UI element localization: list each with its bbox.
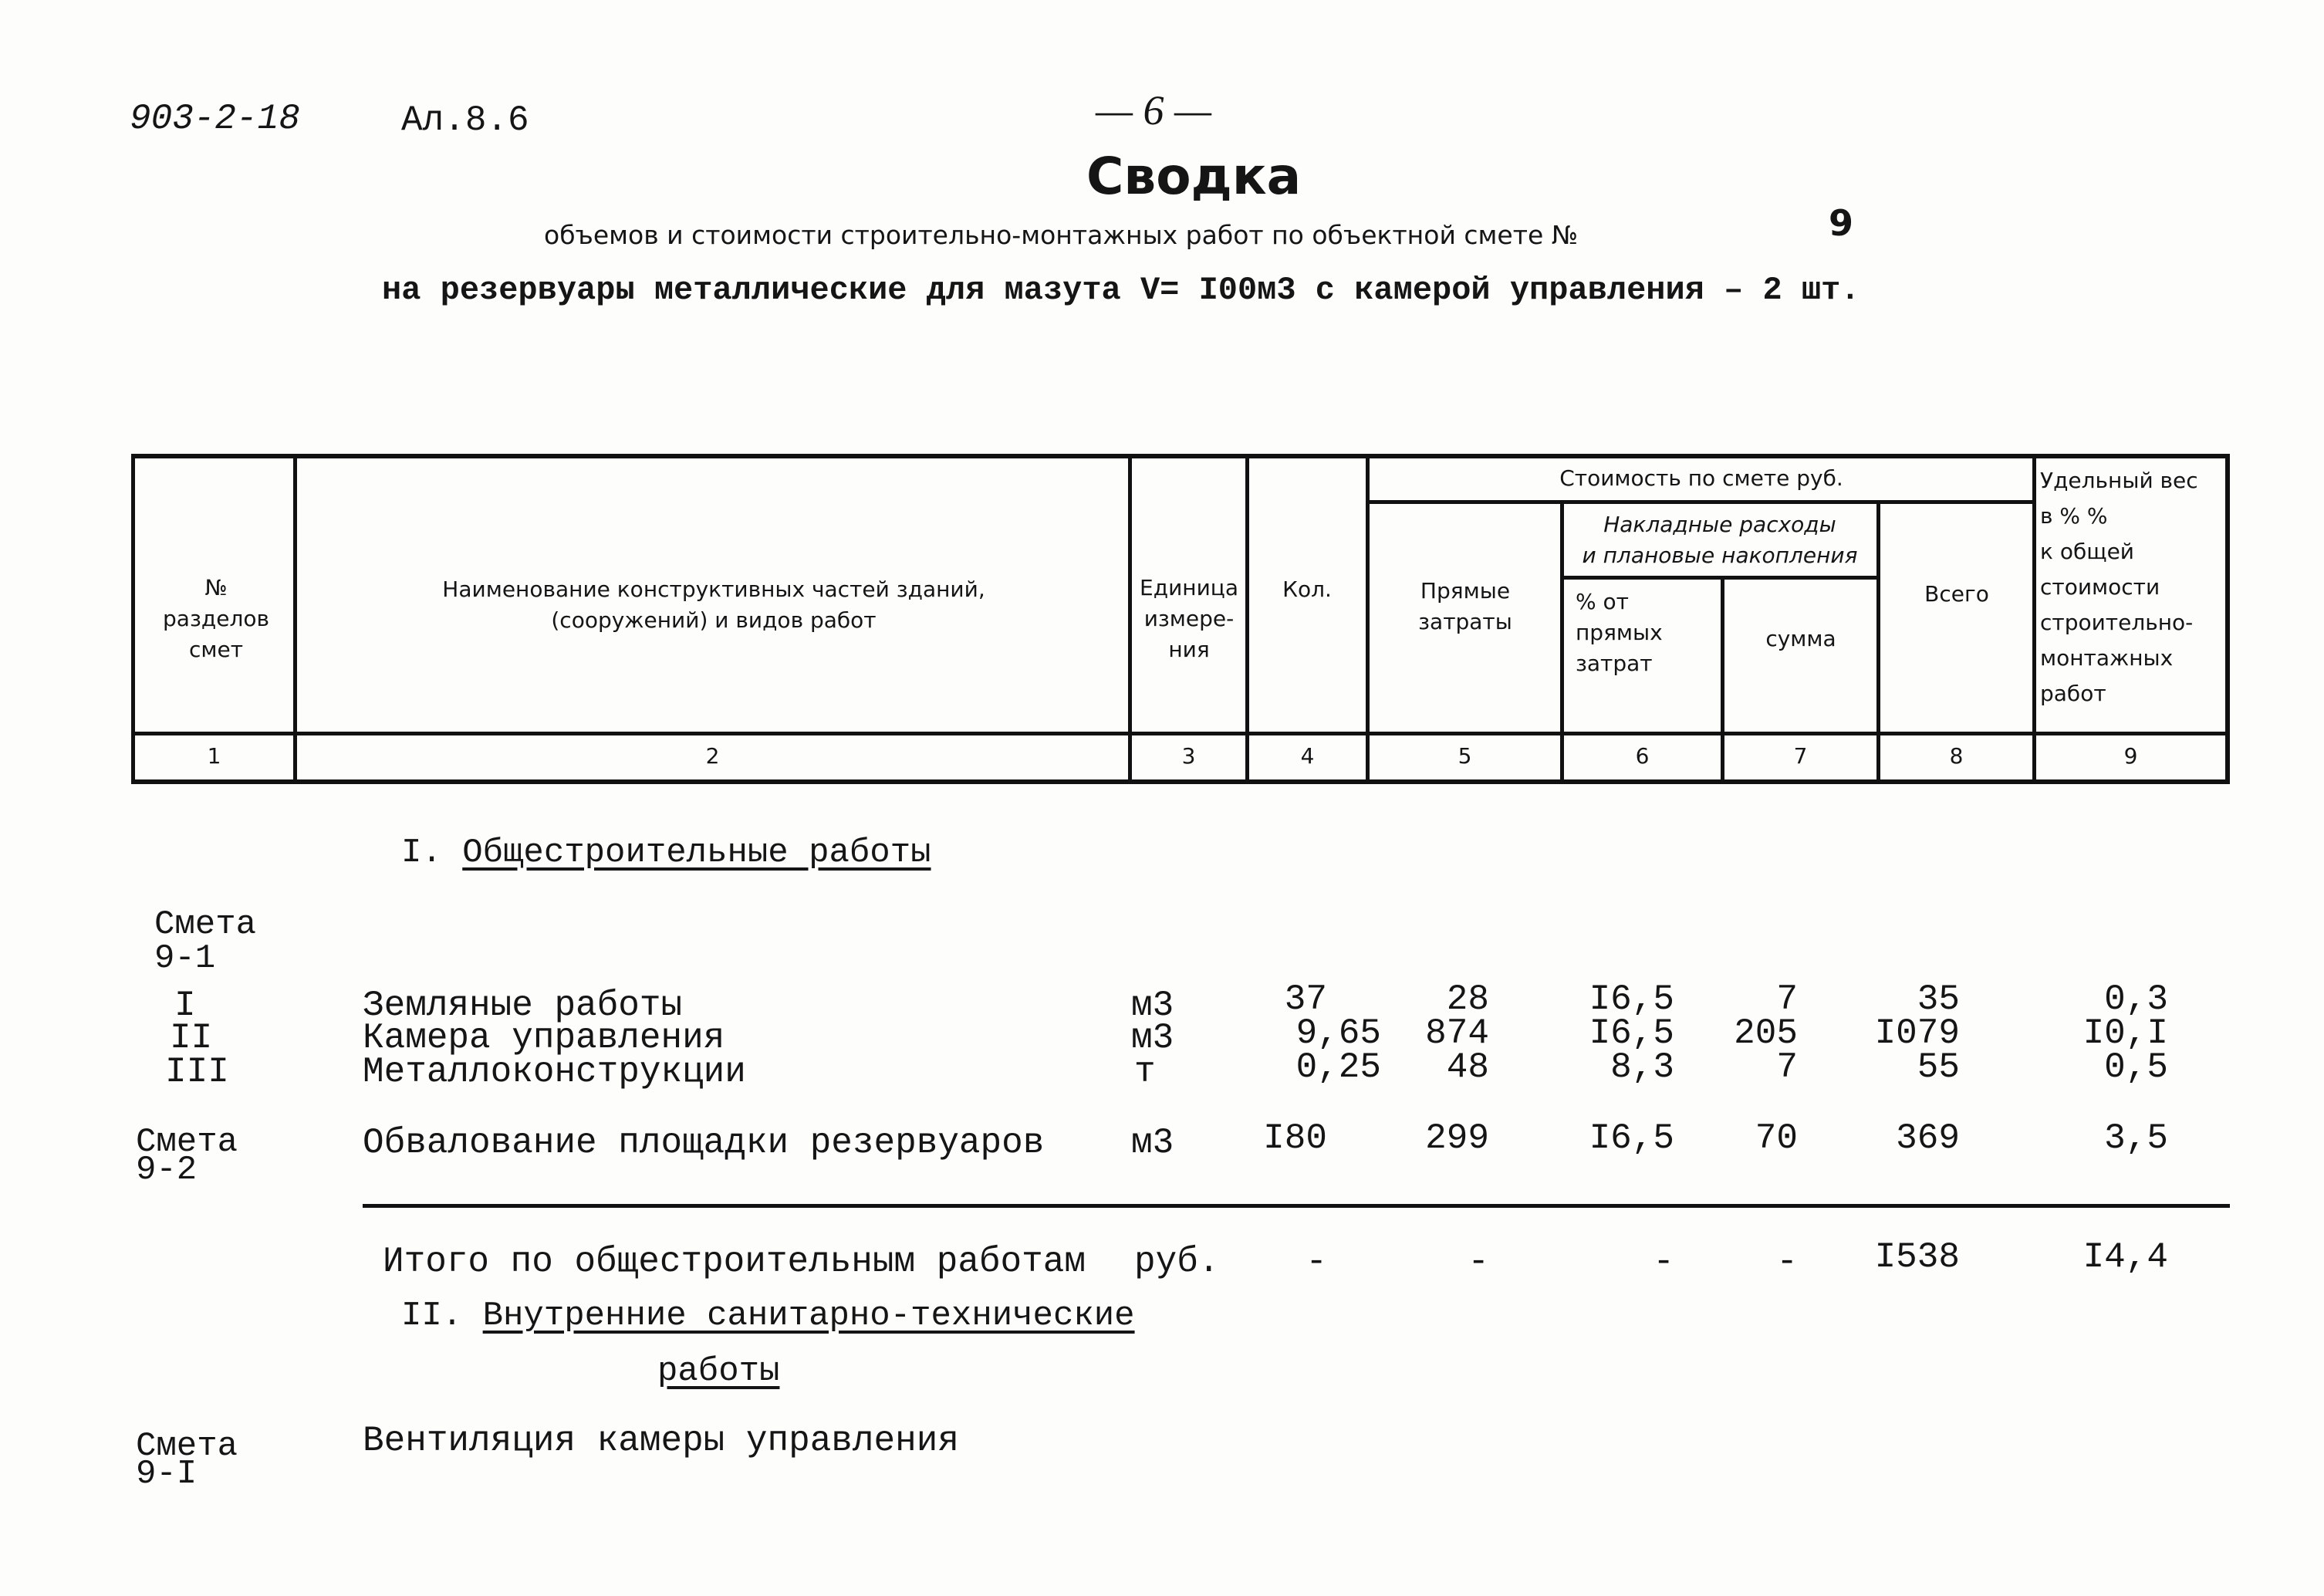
overhead-header-line: и плановые накопления	[1582, 543, 1858, 568]
col6-header	[1576, 587, 1714, 679]
page-number: — 6 —	[1096, 87, 1212, 134]
ventilation-row-name: Вентиляция камеры управления	[363, 1421, 959, 1461]
col-number-4: 4	[1300, 743, 1315, 769]
row-direct: 874	[1425, 1013, 1489, 1053]
section2-title-line2: работы	[657, 1352, 780, 1391]
col1-header-line: №	[204, 575, 228, 600]
overhead-group-divider	[1560, 576, 1878, 580]
total-row-total: I538	[1874, 1237, 1960, 1277]
col-border-right	[2225, 454, 2230, 784]
col6-header-line: % от	[1576, 589, 1629, 614]
row-name: Металлоконструкции	[363, 1052, 746, 1092]
row-unit: м3	[1131, 1018, 1174, 1058]
col5-header	[1369, 576, 1562, 637]
section1-title	[401, 834, 931, 872]
col1-header-line: смет	[188, 637, 244, 662]
cost-group-header: Стоимость по смете руб.	[1559, 465, 1843, 491]
smeta-label-line: 9-2	[136, 1151, 198, 1189]
col-number-1: 1	[207, 743, 221, 769]
column-number-row-divider	[131, 732, 2230, 735]
row-sum: 7	[1776, 979, 1798, 1019]
section2-title-cont	[657, 1352, 779, 1391]
row-qty: 0,25	[1295, 1047, 1381, 1087]
col-number-8: 8	[1949, 743, 1964, 769]
col2-header-line: Наименование конструктивных частей зданий,	[442, 577, 985, 602]
row-share: 0,5	[2104, 1047, 2168, 1087]
subtitle-line-2: на резервуары металлические для мазута V= I00м3 с камерой управления – 2 шт.	[382, 272, 1860, 309]
row-share: 3,5	[2104, 1118, 2168, 1158]
row-total: 55	[1917, 1047, 1960, 1087]
smeta-label-line: Смета	[136, 1123, 238, 1161]
row-code: III	[165, 1052, 229, 1092]
row-total: 35	[1917, 979, 1960, 1019]
smeta-number: 9	[1829, 202, 1854, 244]
row-direct: 48	[1446, 1047, 1489, 1087]
total-row-name: Итого по общестроительным работам	[383, 1242, 1086, 1282]
table-bottom-border	[131, 779, 2230, 784]
total-row-pct: -	[1653, 1242, 1674, 1282]
col3-header-line: измере-	[1143, 606, 1235, 631]
document-sheet: Ал.8.6	[401, 100, 529, 140]
col8-header: Всего	[1924, 581, 1989, 607]
total-row-share: I4,4	[2082, 1237, 2168, 1277]
row-direct: 28	[1446, 979, 1489, 1019]
section1-number: I.	[401, 834, 442, 872]
cost-group-divider	[1366, 500, 2034, 504]
table-top-border	[131, 454, 2230, 458]
col-number-2: 2	[705, 743, 720, 769]
col1-header-line: разделов	[163, 606, 269, 631]
col-number-7: 7	[1793, 743, 1808, 769]
row-sum: 7	[1776, 1047, 1798, 1087]
total-row-sum: -	[1776, 1242, 1798, 1282]
row-sum: 205	[1734, 1013, 1798, 1053]
section2-title-line1: Внутренние санитарно-технические	[482, 1297, 1135, 1335]
col5-header-line: Прямые	[1420, 578, 1511, 604]
row-total: 369	[1896, 1118, 1960, 1158]
document-code: 903-2-18	[130, 99, 300, 139]
col9-header-line: к общей	[2040, 539, 2135, 564]
col-number-3: 3	[1181, 743, 1196, 769]
col-number-9: 9	[2123, 743, 2138, 769]
col9-header-line: работ	[2040, 681, 2106, 706]
smeta-9-2-label	[136, 1125, 238, 1187]
smeta-label-line: 9-I	[136, 1455, 198, 1493]
row-name: Обвалование площадки резервуаров	[363, 1123, 1045, 1163]
smeta-9-1-label	[154, 905, 257, 978]
row-share: 0,3	[2104, 979, 2168, 1019]
subtitle-line-1: объемов и стоимости строительно-монтажных работ по объектной смете №	[544, 220, 1579, 250]
row-sum: 70	[1755, 1118, 1798, 1158]
row-name: Земляные работы	[363, 986, 683, 1026]
row-unit: м3	[1131, 1123, 1174, 1163]
total-row-direct: -	[1468, 1242, 1489, 1282]
col9-header-line: монтажных	[2040, 645, 2174, 671]
col-number-6: 6	[1635, 743, 1650, 769]
smeta-label-line: 9-1	[154, 939, 216, 978]
overhead-header-line: Накладные расходы	[1603, 512, 1836, 537]
col9-header-line: Удельный вес	[2040, 468, 2198, 493]
totals-divider	[363, 1204, 2230, 1208]
col-number-5: 5	[1458, 743, 1472, 769]
row-pct: I6,5	[1589, 979, 1674, 1019]
row-pct: 8,3	[1610, 1047, 1674, 1087]
col-border-1	[293, 454, 297, 784]
row-qty: 9,65	[1295, 1013, 1381, 1053]
row-direct: 299	[1425, 1118, 1489, 1158]
row-name: Камера управления	[363, 1018, 725, 1058]
col3-header-line: ния	[1168, 637, 1210, 662]
col9-header	[2040, 463, 2225, 712]
col6-header-line: затрат	[1576, 651, 1653, 676]
row-unit: м3	[1131, 986, 1174, 1026]
page-title: Сводка	[1086, 147, 1302, 206]
col4-header: Кол.	[1282, 577, 1332, 602]
section1-title-text: Общестроительные работы	[462, 834, 931, 872]
overhead-group-header	[1563, 509, 1876, 571]
smeta-9-1-ventilation-label	[136, 1429, 238, 1491]
section2-title	[401, 1297, 1135, 1335]
col9-header-line: в % %	[2040, 503, 2108, 529]
row-code: I	[174, 986, 196, 1026]
row-qty: 37	[1284, 979, 1327, 1019]
row-qty: I80	[1263, 1118, 1327, 1158]
row-pct: I6,5	[1589, 1118, 1674, 1158]
smeta-label-line: Смета	[154, 905, 257, 944]
col2-header-line: (сооружений) и видов работ	[551, 607, 877, 633]
row-code: II	[170, 1018, 213, 1058]
total-row-unit: руб.	[1134, 1242, 1220, 1282]
col1-header	[139, 573, 293, 665]
row-pct: I6,5	[1589, 1013, 1674, 1053]
col-border-left	[131, 454, 135, 784]
row-share: I0,I	[2082, 1013, 2168, 1053]
col3-header	[1131, 573, 1247, 665]
col7-header: сумма	[1765, 626, 1836, 651]
col9-header-line: стоимости	[2040, 574, 2160, 600]
col2-header	[301, 574, 1127, 636]
row-total: I079	[1874, 1013, 1960, 1053]
smeta-label-line: Смета	[136, 1427, 238, 1466]
row-unit: т	[1134, 1052, 1156, 1092]
col5-header-line: затраты	[1418, 609, 1512, 634]
section2-number: II.	[401, 1297, 463, 1335]
col9-header-line: строительно-	[2040, 610, 2194, 635]
col3-header-line: Единица	[1140, 575, 1238, 600]
total-row-qty: -	[1306, 1242, 1327, 1282]
col6-header-line: прямых	[1576, 620, 1663, 645]
